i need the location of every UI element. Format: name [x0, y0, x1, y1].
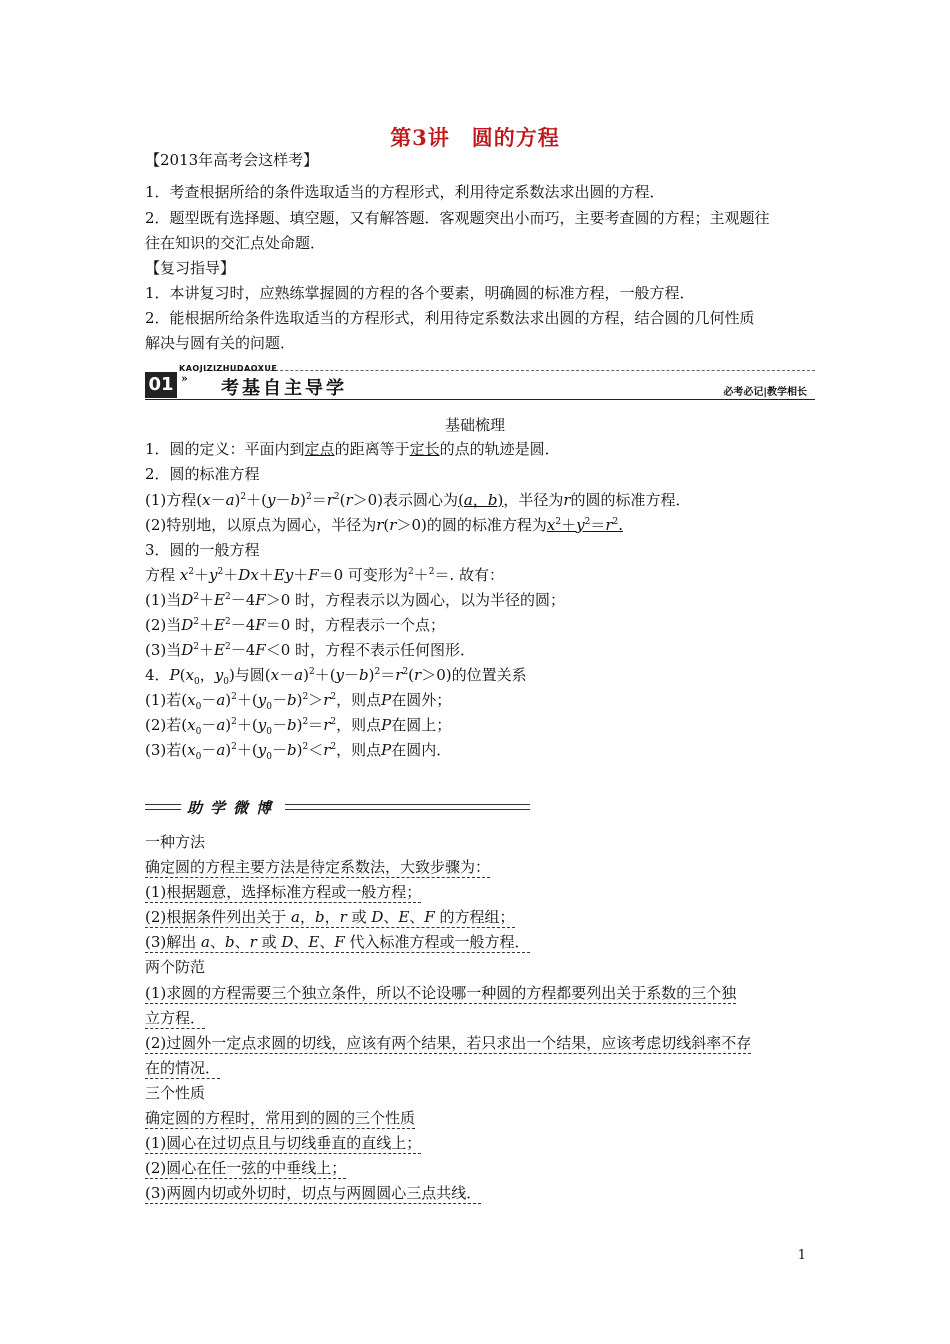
property-2: (2)圆心在任一弦的中垂线上； — [145, 1159, 347, 1177]
item-position-2: (2)若$(x_0-a)^2+(y_0-b)^2=r^2$，则点P在圆上； — [145, 716, 452, 737]
property-1: (1)圆心在过切点且与切线垂直的直线上； — [145, 1134, 422, 1152]
section-title: 考基自主导学 — [221, 378, 347, 399]
item-position-heading: 4．$P(x_0$，$y_0$)与圆$(x-a)^2+(y-b)^2=r^2(r>0)$的位置关系 — [145, 666, 527, 687]
section-number: 01 — [145, 372, 177, 398]
item-general-2: (2)当$D^2+E^2-4F=0$ 时，方程表示一个点； — [145, 616, 446, 634]
method-heading: 一种方法 — [145, 833, 206, 851]
section-tagline: 必考必记|教学相长 — [723, 387, 807, 398]
item-position-1: (1)若$(x_0-a)^2+(y_0-b)^2>r^2$，则点P在圆外； — [145, 691, 452, 712]
section-header — [145, 366, 815, 402]
page-title: 第3讲 圆的方程 — [390, 125, 560, 150]
exam-item-1: 1．考查根据所给的条件选取适当的方程形式，利用待定系数法求出圆的方程． — [145, 183, 665, 201]
review-item-2-cont: 解决与圆有关的问题． — [145, 334, 296, 352]
exam-item-2: 2．题型既有选择题、填空题，又有解答题．客观题突出小而巧，主要考查圆的方程；主观题往 — [145, 209, 770, 227]
item-circle-definition: 1．圆的定义：平面内到定点的距离等于定长的点的轨迹是圆． — [145, 440, 560, 458]
page-number: 1 — [797, 1248, 806, 1263]
review-item-2: 2．能根据所给条件选取适当的方程形式，利用待定系数法求出圆的方程，结合圆的几何性质 — [145, 309, 755, 327]
caution-2-cont: 在的情况． — [145, 1059, 221, 1077]
item-general-1: (1)当$D^2+E^2-4F>0$ 时，方程表示以为圆心，以为半径的圆； — [145, 591, 566, 609]
item-standard-1: (1)方程$(x-a)^2+(y-b)^2=r^2(r>0)$表示圆心为(a，b)，半径为r的圆的标准方程． — [145, 491, 691, 509]
item-standard-2: (2)特别地，以原点为圆心，半径为r(r＞0)的圆的标准方程为$x^2+y^2=r^2$. — [145, 516, 623, 534]
review-header: 【复习指导】 — [145, 259, 236, 277]
microblog-badge: 助学微博 — [181, 797, 285, 818]
method-intro: 确定圆的方程主要方法是待定系数法，大致步骤为： — [145, 858, 491, 876]
item-standard-heading: 2．圆的标准方程 — [145, 465, 260, 483]
property-intro: 确定圆的方程时，常用到的圆的三个性质 — [145, 1109, 416, 1127]
section-dashed-rule — [205, 370, 815, 371]
item-general-eq: 方程 $x^2+y^2+Dx+Ey+F=0$ 可变形为$^2$＋$^2$＝. 故有： — [145, 566, 504, 584]
subsection-title: 基础梳理 — [444, 416, 505, 434]
property-3: (3)两圆内切或外切时，切点与两圆圆心三点共线． — [145, 1184, 482, 1202]
caution-1-cont: 立方程． — [145, 1009, 206, 1027]
section-tag-a: 必考必记 — [723, 387, 764, 398]
section-tag-b: 教学相长 — [767, 387, 807, 398]
caution-1: (1)求圆的方程需要三个独立条件，所以不论设哪一种圆的方程都要列出关于系数的三个独 — [145, 984, 737, 1002]
property-heading: 三个性质 — [145, 1084, 206, 1102]
method-step-3: (3)解出 a、b、r 或 D、E、F 代入标准方程或一般方程． — [145, 933, 530, 951]
item-position-3: (3)若$(x_0-a)^2+(y_0-b)^2<r^2$，则点P在圆内． — [145, 741, 452, 762]
double-chevron-icon: » — [181, 372, 188, 385]
method-step-1: (1)根据题意，选择标准方程或一般方程； — [145, 883, 422, 901]
caution-heading: 两个防范 — [145, 958, 206, 976]
method-step-2: (2)根据条件列出关于 a，b，r 或 D、E、F 的方程组； — [145, 908, 515, 926]
section-pinyin: KAOJIZIZHUDAOXUE — [179, 364, 278, 373]
item-general-heading: 3．圆的一般方程 — [145, 541, 260, 559]
item-general-3: (3)当$D^2+E^2-4F<0$ 时，方程不表示任何图形． — [145, 641, 476, 659]
exam-header: 【2013年高考会这样考】 — [145, 151, 319, 169]
microblog-banner — [145, 797, 530, 823]
caution-2: (2)过圆外一定点求圆的切线，应该有两个结果，若只求出一个结果，应该考虑切线斜率不存 — [145, 1034, 752, 1052]
exam-item-2-cont: 往在知识的交汇点处命题． — [145, 234, 326, 252]
review-item-1: 1．本讲复习时，应熟练掌握圆的方程的各个要素，明确圆的标准方程，一般方程． — [145, 284, 695, 302]
section-rule — [145, 399, 815, 400]
